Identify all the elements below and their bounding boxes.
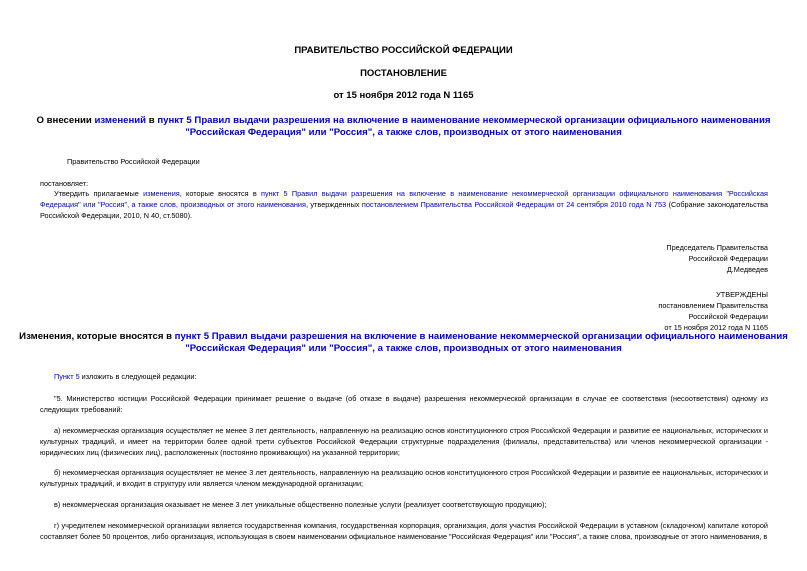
- government-heading: ПРАВИТЕЛЬСТВО РОССИЙСКОЙ ФЕДЕРАЦИИ: [294, 45, 513, 56]
- link-decree-753[interactable]: постановлением Правительства Российской Федерации от 24 сентября 2010 года N 753: [361, 200, 667, 209]
- government-line: Правительство Российской Федерации: [67, 157, 200, 166]
- approved-line-4: от 15 ноября 2012 года N 1165: [664, 323, 768, 332]
- resolution-text-2: , которые вносятся в: [179, 189, 257, 198]
- changes-title-link-cont[interactable]: "Российская Федерация" или "Россия", а также слов, производных от этого наименования: [185, 343, 622, 354]
- link-point-5[interactable]: Пункт 5: [54, 372, 80, 381]
- approved-line-2: постановлением Правительства: [658, 301, 768, 310]
- subpoint-g: г) учредителем некоммерческой организации является государственная компания, государственная корпорация, организация, доля участия Российской Федерации в уставном (складочном) капитале которой составляет более 50 процентов, либо организация, использующая в своем наименовании официальное наименование "Российская Федерация" или "Россия", а также слова, производные от этого наименования, в: [40, 521, 768, 541]
- link-changes[interactable]: изменения: [143, 189, 180, 198]
- subpoint-b: б) некоммерческая организация осуществляет не менее 3 лет деятельность, направленную на реализацию основ конституционного строя Российской Федерации и развитие ее национальных, исторических и культурных традиций, и входит в структуру или является членом международной организации;: [40, 468, 768, 488]
- subpoint-v: в) некоммерческая организация оказывает не менее 3 лет уникальные общественно полезные услуги (реализует соответствующую продукцию);: [54, 500, 547, 509]
- resolution-text-1: Утвердить прилагаемые: [54, 189, 139, 198]
- changes-intro: [54, 371, 196, 382]
- document-title: [0, 115, 807, 139]
- title-link-rules[interactable]: пункт 5 Правил выдачи разрешения на включение в наименование некоммерческой организации официального наименования: [157, 115, 771, 126]
- signature-name: Д.Медведев: [726, 265, 768, 274]
- point-5-text: "5. Министерство юстиции Российской Федерации принимает решение о выдаче (об отказе в выдаче) разрешения некоммерческой организации в случае ее соответствия (несоответствия) одному из следующих требований:: [40, 394, 768, 414]
- title-link-rules-cont[interactable]: "Российская Федерация" или "Россия", а также слов, производных от этого наименования: [185, 127, 622, 138]
- changes-title-link[interactable]: пункт 5 Правил выдачи разрешения на включение в наименование некоммерческой организации официального наименования: [174, 331, 788, 342]
- approved-heading: УТВЕРЖДЕНЫ: [716, 290, 768, 299]
- approved-line-3: Российской Федерации: [688, 312, 768, 321]
- changes-intro-text: изложить в следующей редакции:: [81, 372, 197, 381]
- title-link-changes[interactable]: изменений: [94, 115, 147, 126]
- changes-title: [0, 331, 807, 355]
- title-mid: в: [148, 115, 155, 126]
- resolution-text-4: (Собрание законодательства Российской Федерации, 2010, N 40, ст.5080).: [40, 200, 769, 220]
- signature-position: Председатель Правительства: [666, 243, 768, 252]
- title-prefix: О внесении: [36, 115, 92, 126]
- signature-country: Российской Федерации: [688, 254, 768, 263]
- document-type: ПОСТАНОВЛЕНИЕ: [360, 68, 447, 79]
- link-rules-point-5[interactable]: пункт 5 Правил выдачи разрешения на включение в наименование некоммерческой организации официального наименования "Российская Федерация" или "Россия", а также слов, производных от этого наименования: [40, 189, 768, 209]
- resolution-text-3: , утвержденных: [305, 200, 360, 209]
- resolution-paragraph: [40, 188, 768, 221]
- decides-line: постановляет:: [40, 179, 89, 188]
- subpoint-a: а) некоммерческая организация осуществляет не менее 3 лет деятельность, направленную на реализацию основ конституционного строя Российской Федерации и развитие ее национальных, исторических и культурных традиций, и имеет на территории более одной трети субъектов Российской Федерации структурные подразделения (филиалы, представительства) или членов некоммерческой организации - юридических лиц (физических лиц), расположенных (постоянно проживающих) на указанной территории;: [40, 426, 768, 457]
- document-date: от 15 ноября 2012 года N 1165: [333, 90, 474, 101]
- changes-title-prefix: Изменения, которые вносятся в: [19, 331, 172, 342]
